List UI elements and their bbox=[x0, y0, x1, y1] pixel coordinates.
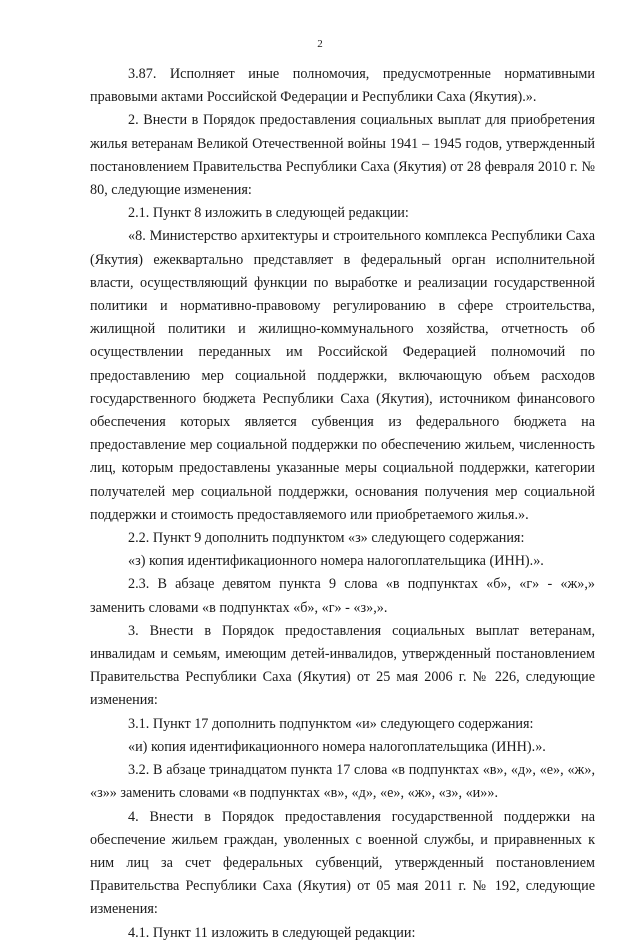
paragraph-4-1: 4.1. Пункт 11 изложить в следующей редакции: bbox=[128, 924, 416, 941]
paragraph-3-2: 3.2. В абзаце тринадцатом пункта 17 слова «в подпунктах «в», «д», «е», «ж», «з»» заменить словами «в подпунктах «в», «д», «е», «ж», «з», «и»». bbox=[90, 762, 595, 802]
paragraph-2: 2. Внести в Порядок предоставления социальных выплат для приобретения жилья ветеранам Великой Отечественной войны 1941 – 1945 годов, утвержденный постановлением Правительства Республики Саха (Якутия) от 28 февраля 2010 г. № 80, следующие изменения: bbox=[90, 112, 595, 199]
paragraph-2-2: 2.2. Пункт 9 дополнить подпунктом «з» следующего содержания: bbox=[128, 530, 525, 547]
paragraph-2-3: 2.3. В абзаце девятом пункта 9 слова «в подпунктах «б», «г» - «ж»,» заменить словами «в подпунктах «б», «г» - «з»,». bbox=[90, 576, 595, 616]
paragraph-3-87: 3.87. Исполняет иные полномочия, предусмотренные нормативными правовыми актами Российской Федерации и Республики Саха (Якутия).». bbox=[90, 66, 595, 106]
paragraph-2-1: 2.1. Пункт 8 изложить в следующей редакции: bbox=[128, 205, 409, 222]
paragraph-3: 3. Внести в Порядок предоставления социальных выплат ветеранам, инвалидам и семьям, имеющим детей-инвалидов, утвержденный постановлением Правительства Республики Саха (Якутия) от 25 мая 2006 г. № 226, следующие изменения: bbox=[90, 622, 595, 709]
page-number: 2 bbox=[317, 38, 323, 50]
paragraph-2-1-text: «8. Министерство архитектуры и строительного комплекса Республики Саха (Якутия) ежеквартально представляет в федеральный орган исполнительной власти, осуществляющий функции по выработке и реализации государственной политики и нормативно-правовому регулированию в сфере строительства, жилищной политики и жилищно-коммунального хозяйства, отчетность об осуществлении переданных им Российской Федерацией полномочий по предоставлению мер социальной поддержки, включающую объем расходов государственного бюджета Республики Саха (Якутия), источником финансового обеспечения которых является субвенция из федерального бюджета на предоставление мер социальной поддержки по обеспечению жильем, численность лиц, которым предоставлены указанные меры социальной поддержки, категории получателей мер социальной поддержки, основания получения мер социальной поддержки и стоимость предоставляемого или приобретаемого жилья.». bbox=[90, 228, 595, 523]
document-body bbox=[90, 63, 595, 945]
paragraph-3-1-text: «и) копия идентификационного номера налогоплательщика (ИНН).». bbox=[128, 738, 546, 755]
paragraph-3-1: 3.1. Пункт 17 дополнить подпунктом «и» следующего содержания: bbox=[128, 715, 534, 732]
paragraph-4: 4. Внести в Порядок предоставления государственной поддержки на обеспечение жильем граждан, уволенных с военной службы, и приравненных к ним лиц за счет федеральных субвенций, утвержденный постановлением Правительства Республики Саха (Якутия) от 05 мая 2011 г. № 192, следующие изменения: bbox=[90, 808, 595, 918]
paragraph-2-2-text: «з) копия идентификационного номера налогоплательщика (ИНН).». bbox=[128, 553, 544, 570]
